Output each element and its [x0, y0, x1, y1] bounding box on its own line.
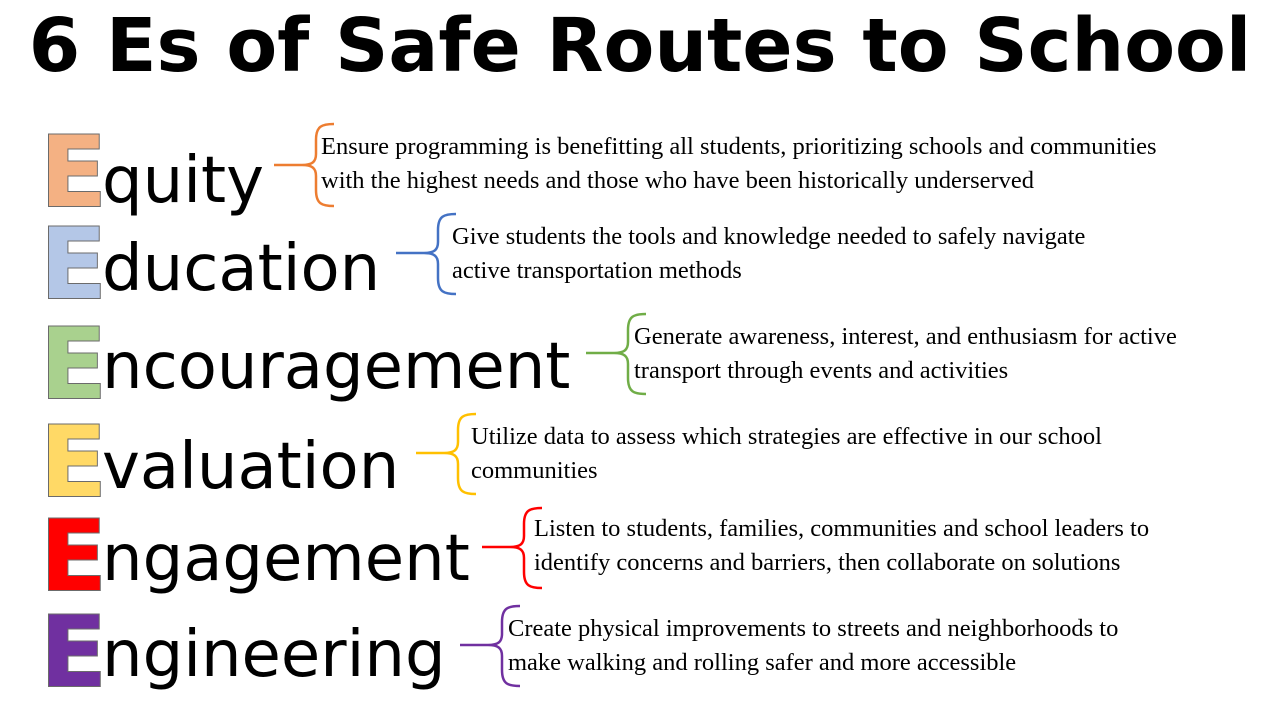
- letter-e: E: [40, 208, 107, 322]
- letter-e: E: [40, 406, 107, 520]
- desc-education-1: Give students the tools and knowledge needed to safely navigate: [452, 223, 1086, 250]
- desc-encouragement-2: transport through events and activities: [634, 357, 1009, 384]
- desc-equity-1: Ensure programming is benefitting all students, prioritizing schools and communities: [321, 133, 1157, 160]
- letter-e: E: [40, 596, 107, 710]
- letter-e: E: [40, 500, 107, 614]
- desc-evaluation-1: Utilize data to assess which strategies are effective in our school: [471, 423, 1102, 450]
- desc-equity-2: with the highest needs and those who have been historically underserved: [321, 167, 1035, 194]
- desc-education-2: active transportation methods: [452, 257, 742, 284]
- word-engagement: ngagement: [102, 522, 470, 596]
- word-equity: quity: [102, 144, 264, 218]
- letter-e: E: [40, 116, 107, 230]
- desc-engagement-1: Listen to students, families, communities and school leaders to: [534, 515, 1150, 542]
- letter-e: E: [40, 308, 107, 422]
- page-title: 6 Es of Safe Routes to School: [28, 3, 1252, 89]
- word-education: ducation: [102, 232, 381, 306]
- word-engineering: ngineering: [102, 618, 446, 692]
- desc-evaluation-2: communities: [471, 457, 598, 484]
- desc-engagement-2: identify concerns and barriers, then collaborate on solutions: [534, 549, 1121, 576]
- desc-engineering-1: Create physical improvements to streets and neighborhoods to: [508, 615, 1119, 642]
- desc-engineering-2: make walking and rolling safer and more accessible: [508, 649, 1017, 676]
- word-evaluation: valuation: [102, 430, 400, 504]
- desc-encouragement-1: Generate awareness, interest, and enthusiasm for active: [634, 323, 1177, 350]
- word-encouragement: ncouragement: [102, 330, 571, 404]
